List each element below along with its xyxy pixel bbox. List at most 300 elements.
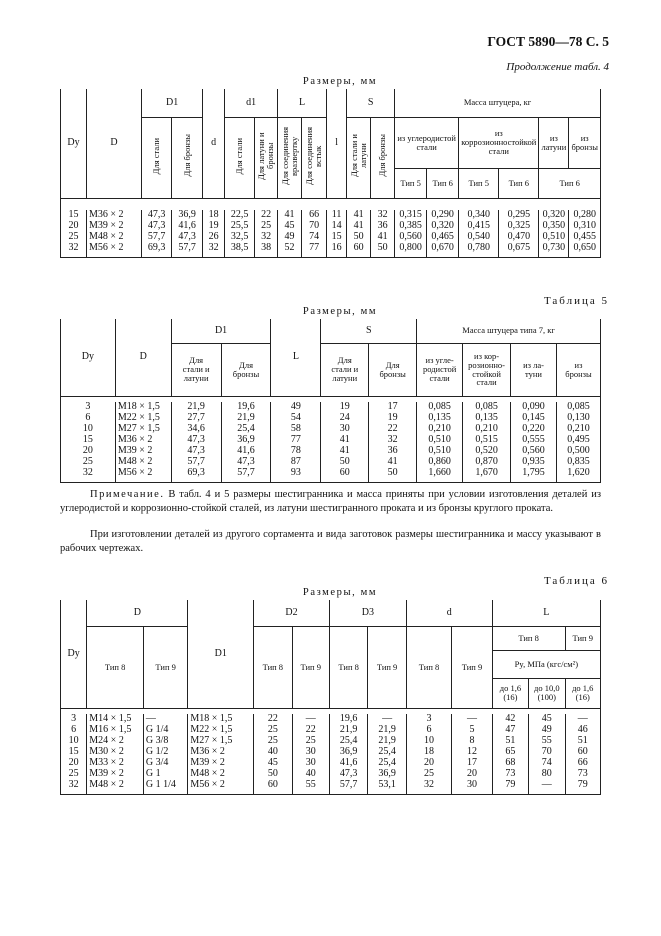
table6-header-p3: до 1,6 (16) (565, 678, 601, 708)
table-cell: 0,800 (395, 243, 427, 257)
table-row (61, 769, 601, 780)
table-cell: 25 (255, 221, 278, 232)
table-cell: M18 × 1,5 (115, 402, 171, 413)
table-cell: 57,7 (142, 232, 172, 243)
table-cell: 0,340 (459, 210, 499, 221)
table-cell: M18 × 1,5 (188, 714, 254, 725)
table-cell: 32 (203, 243, 225, 257)
table-cell: 21,9 (171, 402, 221, 413)
table-cell: 25,4 (368, 747, 406, 758)
table-cell: 19,6 (221, 402, 271, 413)
table-cell: 51 (492, 736, 528, 747)
note-paragraph (60, 488, 601, 516)
table-row (61, 714, 601, 725)
table4-body (61, 210, 601, 257)
table-cell: 47,3 (171, 435, 221, 446)
table-cell: 0,650 (569, 243, 601, 257)
table6-header-d3: D3 (329, 600, 406, 626)
table-cell: 0,540 (459, 232, 499, 243)
table-cell: 0,675 (499, 243, 539, 257)
table-cell: 32 (255, 232, 278, 243)
table-cell: 0,870 (463, 457, 511, 468)
table-cell: 21,9 (221, 413, 271, 424)
table6-header-p2: до 10,0 (100) (529, 678, 565, 708)
table5-header-dy: Dy (61, 319, 116, 396)
table6-header-d3-type9: Тип 9 (368, 626, 406, 708)
table6-header-dsmall-type9: Тип 9 (452, 626, 492, 708)
table-cell: 0,510 (539, 232, 569, 243)
table-cell: 0,220 (511, 424, 557, 435)
table-cell: 3 (406, 714, 452, 725)
table-cell: 3 (61, 402, 116, 413)
table-cell: 41,6 (221, 446, 271, 457)
table-cell: 22 (292, 725, 329, 736)
table4-header-d1: D1 (142, 89, 203, 117)
table-cell: 47,3 (142, 210, 172, 221)
table-cell: M14 × 1,5 (87, 714, 144, 725)
table-cell: 19,6 (329, 714, 367, 725)
table-cell: 38,5 (225, 243, 255, 257)
table-cell: 0,210 (556, 424, 600, 435)
table-cell: G 1 1/4 (143, 780, 187, 794)
table-cell: 25 (61, 769, 87, 780)
table6-header-dy: Dy (61, 600, 87, 708)
table4-header-type5: Тип 5 (459, 168, 499, 198)
table-row (61, 468, 601, 482)
table-cell: 79 (565, 780, 601, 794)
table-cell: 1,795 (511, 468, 557, 482)
table-cell: 15 (61, 435, 116, 446)
table-cell: 19 (369, 413, 417, 424)
table-cell: M48 × 2 (115, 457, 171, 468)
table-cell: — (292, 714, 329, 725)
table5-caption: Размеры, мм (302, 306, 378, 317)
table-cell: 32 (406, 780, 452, 794)
table-cell: 50 (371, 243, 395, 257)
table-cell: 12 (452, 747, 492, 758)
table-cell: 41 (321, 446, 369, 457)
table-cell: 32 (61, 780, 87, 794)
table5-header-d1-bronze: Для бронзы (221, 343, 271, 396)
table-cell: 36 (369, 446, 417, 457)
table-cell: M39 × 2 (87, 221, 142, 232)
table-cell: 0,320 (427, 221, 459, 232)
table6-number: Таблица 6 (543, 575, 609, 587)
table-row (61, 758, 601, 769)
table-cell: 55 (292, 780, 329, 794)
table-cell: 51 (565, 736, 601, 747)
table-cell: — (529, 780, 565, 794)
table-cell: 25 (292, 736, 329, 747)
table-cell: 47,3 (171, 446, 221, 457)
table5-header-mass-carbon: из угле- родистой стали (417, 343, 463, 396)
table-cell: 8 (452, 736, 492, 747)
table-cell: 47,3 (172, 232, 203, 243)
table-cell: M56 × 2 (87, 243, 142, 257)
table-cell: 25 (254, 725, 292, 736)
table-cell: 0,455 (569, 232, 601, 243)
table-cell: 74 (302, 232, 327, 243)
table-cell: 68 (492, 758, 528, 769)
table5-header-mass-brass: из ла- туни (511, 343, 557, 396)
table-row (61, 780, 601, 794)
table-cell: 0,670 (427, 243, 459, 257)
table-cell: 21,9 (329, 725, 367, 736)
table-cell: 6 (61, 725, 87, 736)
note-text: В табл. 4 и 5 размеры шестигранника и масса приняты при условии изготовления деталей из углеродистой и коррозионно-стойкой сталей, из латуни шестигранного проката и из бронзы круглого проката. (60, 489, 601, 515)
table4-header-dy: Dy (61, 89, 87, 198)
table-cell: M56 × 2 (115, 468, 171, 482)
table4-caption: Размеры, мм (302, 76, 378, 87)
table-cell: 0,135 (463, 413, 511, 424)
table6-header-dsmall-type8: Тип 8 (406, 626, 452, 708)
table-cell: 60 (347, 243, 371, 257)
table-cell: M27 × 1,5 (188, 736, 254, 747)
table4-header-l-small: l (327, 89, 347, 198)
table-cell: 42 (492, 714, 528, 725)
table6-header-l: L (492, 600, 600, 626)
table-cell: 14 (327, 221, 347, 232)
table6-header-d-small: d (406, 600, 492, 626)
table-continuation-label: Продолжение табл. 4 (506, 61, 609, 73)
table-cell: G 1/4 (143, 725, 187, 736)
table4-header-s-bronze: Для бронзы (377, 134, 388, 178)
table-cell: G 3/8 (143, 736, 187, 747)
table-cell: M36 × 2 (115, 435, 171, 446)
table-cell: 1,620 (556, 468, 600, 482)
table-cell: 20 (406, 758, 452, 769)
table-cell: 32 (61, 243, 87, 257)
table-cell: 21,9 (368, 725, 406, 736)
table-cell: M33 × 2 (87, 758, 144, 769)
table4-header-d1small-steel: Для стали (234, 137, 245, 174)
table5-header-mass: Масса штуцера типа 7, кг (417, 319, 601, 343)
table-cell: 66 (565, 758, 601, 769)
table5-body (61, 402, 601, 482)
table-cell: M24 × 2 (87, 736, 144, 747)
table-cell: 49 (278, 232, 302, 243)
table-cell: 41 (347, 221, 371, 232)
table-cell: 26 (203, 232, 225, 243)
table-cell: 36,9 (329, 747, 367, 758)
table-cell: 15 (61, 747, 87, 758)
table-cell: 73 (492, 769, 528, 780)
table6-header-l-type8: Тип 8 (492, 626, 565, 650)
table-cell: 17 (369, 402, 417, 413)
table-cell: 74 (529, 758, 565, 769)
table6-header-d1: D1 (188, 600, 254, 708)
table-cell: 41 (347, 210, 371, 221)
table-cell: 40 (292, 769, 329, 780)
table-cell: 0,130 (556, 413, 600, 424)
table-cell: 36,9 (368, 769, 406, 780)
table6-header-p1: до 1,6 (16) (492, 678, 528, 708)
table-cell: 36,9 (172, 210, 203, 221)
table-cell: 0,470 (499, 232, 539, 243)
table-cell: 22 (369, 424, 417, 435)
table4-header-s: S (347, 89, 395, 117)
table-cell: 0,835 (556, 457, 600, 468)
table-cell: 40 (254, 747, 292, 758)
table-cell: M36 × 2 (87, 210, 142, 221)
table-cell: 93 (271, 468, 321, 482)
table-cell: M48 × 2 (87, 232, 142, 243)
table-cell: 36,9 (221, 435, 271, 446)
table5-header-d: D (115, 319, 171, 396)
table-cell: 0,135 (417, 413, 463, 424)
table4-header-l-cone: Для соединения вразвертку (279, 126, 299, 185)
note-paragraph-2: При изготовлении деталей из другого сортамента и вида заготовок размеры шестигранника и массу указывают в рабочих чертежах. (60, 529, 601, 555)
table-cell: G 3/4 (143, 758, 187, 769)
table-cell: 22,5 (225, 210, 255, 221)
table-cell: 21,9 (368, 736, 406, 747)
table-cell: 50 (321, 457, 369, 468)
table6-header-d-type8: Тип 8 (87, 626, 144, 708)
table-cell: 3 (61, 714, 87, 725)
table-cell: 24 (321, 413, 369, 424)
table-cell: 25 (406, 769, 452, 780)
table-cell: 60 (321, 468, 369, 482)
table4-header-mass-brass: из латуни (539, 117, 569, 168)
table-cell: 10 (406, 736, 452, 747)
table-cell: 30 (321, 424, 369, 435)
table-cell: 19 (203, 221, 225, 232)
table-cell: 0,085 (463, 402, 511, 413)
table-cell: 20 (61, 758, 87, 769)
table4-header-d1-steel: Для стали (151, 137, 162, 174)
table4-header-s-steel: Для стали и латуни (348, 134, 368, 178)
table-cell: 0,935 (511, 457, 557, 468)
table-cell: — (368, 714, 406, 725)
table5-header-mass-corr: из кор- розионно- стойкой стали (463, 343, 511, 396)
table-cell: 41,6 (329, 758, 367, 769)
table-cell: 25,4 (221, 424, 271, 435)
table-cell: 50 (254, 769, 292, 780)
table-cell: 45 (278, 221, 302, 232)
table-cell: M56 × 2 (188, 780, 254, 794)
table-cell: 10 (61, 736, 87, 747)
table-cell: 45 (529, 714, 565, 725)
table-cell: 0,210 (417, 424, 463, 435)
table-cell: M27 × 1,5 (115, 424, 171, 435)
page-header: ГОСТ 5890—78 С. 5 (487, 34, 609, 49)
table-cell: 53,1 (368, 780, 406, 794)
table-cell: 15 (327, 232, 347, 243)
table4-header-type6: Тип 6 (539, 168, 601, 198)
table-cell: 46 (565, 725, 601, 736)
table-cell: 41 (369, 457, 417, 468)
table5-header-s: S (321, 319, 417, 343)
table-row (61, 725, 601, 736)
table6-header-d: D (87, 600, 188, 626)
table5-header-s-bronze: Для бронзы (369, 343, 417, 396)
table-cell: 0,320 (539, 210, 569, 221)
table-cell: 87 (271, 457, 321, 468)
table-cell: 65 (492, 747, 528, 758)
table-cell: 22 (254, 714, 292, 725)
table-cell: 0,295 (499, 210, 539, 221)
table-cell: M22 × 1,5 (188, 725, 254, 736)
table-cell: 0,145 (511, 413, 557, 424)
table-cell: 30 (292, 747, 329, 758)
table4-header-l: L (278, 89, 327, 117)
table-cell: 25,4 (329, 736, 367, 747)
table4-header-mass-bronze: из бронзы (569, 117, 601, 168)
table-cell: 0,520 (463, 446, 511, 457)
table-cell: 18 (406, 747, 452, 758)
table-cell: 0,515 (463, 435, 511, 446)
table-cell: 30 (452, 780, 492, 794)
table-cell: 80 (529, 769, 565, 780)
table-cell: 41 (371, 232, 395, 243)
table-cell: 41 (278, 210, 302, 221)
table-cell: 19 (321, 402, 369, 413)
table4-header-d: D (87, 89, 142, 198)
table-cell: 6 (61, 413, 116, 424)
table-cell: 20 (61, 446, 116, 457)
table5-number: Таблица 5 (543, 295, 609, 307)
table-cell: 0,860 (417, 457, 463, 468)
table-cell: 57,7 (171, 457, 221, 468)
table4-header-mass: Масса штуцера, кг (395, 89, 601, 117)
table-row (61, 747, 601, 758)
table-row (61, 243, 601, 257)
table-cell: 30 (292, 758, 329, 769)
table-cell: 0,510 (417, 435, 463, 446)
table-cell: G 1 (143, 769, 187, 780)
table-cell: 0,500 (556, 446, 600, 457)
table-cell: — (565, 714, 601, 725)
table-cell: 1,670 (463, 468, 511, 482)
table-cell: 0,310 (569, 221, 601, 232)
table-cell: M30 × 2 (87, 747, 144, 758)
table-cell: 52 (278, 243, 302, 257)
table6-body (61, 714, 601, 794)
table-cell: 0,280 (569, 210, 601, 221)
table-cell: 49 (271, 402, 321, 413)
table-cell: 79 (492, 780, 528, 794)
table-cell: M39 × 2 (188, 758, 254, 769)
table-cell: 6 (406, 725, 452, 736)
table-cell: 25 (61, 232, 87, 243)
table-cell: 0,290 (427, 210, 459, 221)
table-cell: 0,730 (539, 243, 569, 257)
table4-header-d-small: d (203, 89, 225, 198)
table-cell: 32 (371, 210, 395, 221)
table-cell: M39 × 2 (87, 769, 144, 780)
table-cell: 20 (61, 221, 87, 232)
table4-header-type6: Тип 6 (427, 168, 459, 198)
table-cell: — (452, 714, 492, 725)
table-cell: 25,5 (225, 221, 255, 232)
table-cell: 25 (61, 457, 116, 468)
table4-header-l-ring: Для соединения встык (304, 126, 324, 185)
table-cell: 69,3 (142, 243, 172, 257)
table5-header-l: L (271, 319, 321, 396)
table-cell: 0,085 (417, 402, 463, 413)
table-cell: 0,555 (511, 435, 557, 446)
table-cell: 47,3 (329, 769, 367, 780)
table-cell: 54 (271, 413, 321, 424)
table-cell: 18 (203, 210, 225, 221)
table5-header-mass-bronze: из бронзы (556, 343, 600, 396)
table-cell: 5 (452, 725, 492, 736)
table-cell: 70 (302, 221, 327, 232)
table-cell: 11 (327, 210, 347, 221)
table4-header-mass-corr: из коррозионностойкой стали (459, 117, 539, 168)
table-cell: 57,7 (172, 243, 203, 257)
table-cell: 32 (369, 435, 417, 446)
table-cell: 0,315 (395, 210, 427, 221)
table-cell: M39 × 2 (115, 446, 171, 457)
table-cell: 70 (529, 747, 565, 758)
table6-caption: Размеры, мм (302, 587, 378, 598)
table-cell: 22 (255, 210, 278, 221)
table-cell: 47 (492, 725, 528, 736)
table-cell: 41,6 (172, 221, 203, 232)
table-cell: 47,3 (221, 457, 271, 468)
table-cell: 77 (271, 435, 321, 446)
table-cell: 16 (327, 243, 347, 257)
table6-header-d2: D2 (254, 600, 330, 626)
table-cell: M48 × 2 (87, 780, 144, 794)
table-cell: 0,415 (459, 221, 499, 232)
table-cell: 17 (452, 758, 492, 769)
table-cell: 58 (271, 424, 321, 435)
table-cell: 49 (529, 725, 565, 736)
table-cell: 20 (452, 769, 492, 780)
table4-header-type6: Тип 6 (499, 168, 539, 198)
table-cell: 0,495 (556, 435, 600, 446)
table-cell: G 1/2 (143, 747, 187, 758)
table-cell: 27,7 (171, 413, 221, 424)
table-cell: 15 (61, 210, 87, 221)
table-cell: 0,325 (499, 221, 539, 232)
table-cell: 25 (254, 736, 292, 747)
table4-header-d1-bronze: Для бронзы (181, 134, 192, 178)
table-cell: 0,385 (395, 221, 427, 232)
table-cell: 0,090 (511, 402, 557, 413)
table-cell: 0,510 (417, 446, 463, 457)
table5-header-d1: D1 (171, 319, 271, 343)
table-cell: M22 × 1,5 (115, 413, 171, 424)
table-cell: M16 × 1,5 (87, 725, 144, 736)
table-cell: 32 (61, 468, 116, 482)
table-cell: 38 (255, 243, 278, 257)
table-cell: 47,3 (142, 221, 172, 232)
table-cell: 0,465 (427, 232, 459, 243)
table-cell: 0,780 (459, 243, 499, 257)
table-cell: 0,350 (539, 221, 569, 232)
table-cell: 55 (529, 736, 565, 747)
table-cell: 41 (321, 435, 369, 446)
table-cell: 25,4 (368, 758, 406, 769)
table-cell: 57,7 (329, 780, 367, 794)
table-cell: — (143, 714, 187, 725)
table-cell: 69,3 (171, 468, 221, 482)
table-cell: 50 (369, 468, 417, 482)
table-cell: 32,5 (225, 232, 255, 243)
table-row (61, 736, 601, 747)
table-cell: 0,560 (395, 232, 427, 243)
table6-header-pressure: Py, МПа (кгс/см²) (492, 650, 600, 678)
table5 (60, 319, 601, 483)
table-cell: 0,210 (463, 424, 511, 435)
table-cell: 45 (254, 758, 292, 769)
table6-header-d3-type8: Тип 8 (329, 626, 367, 708)
table-cell: 73 (565, 769, 601, 780)
table-cell: 1,660 (417, 468, 463, 482)
